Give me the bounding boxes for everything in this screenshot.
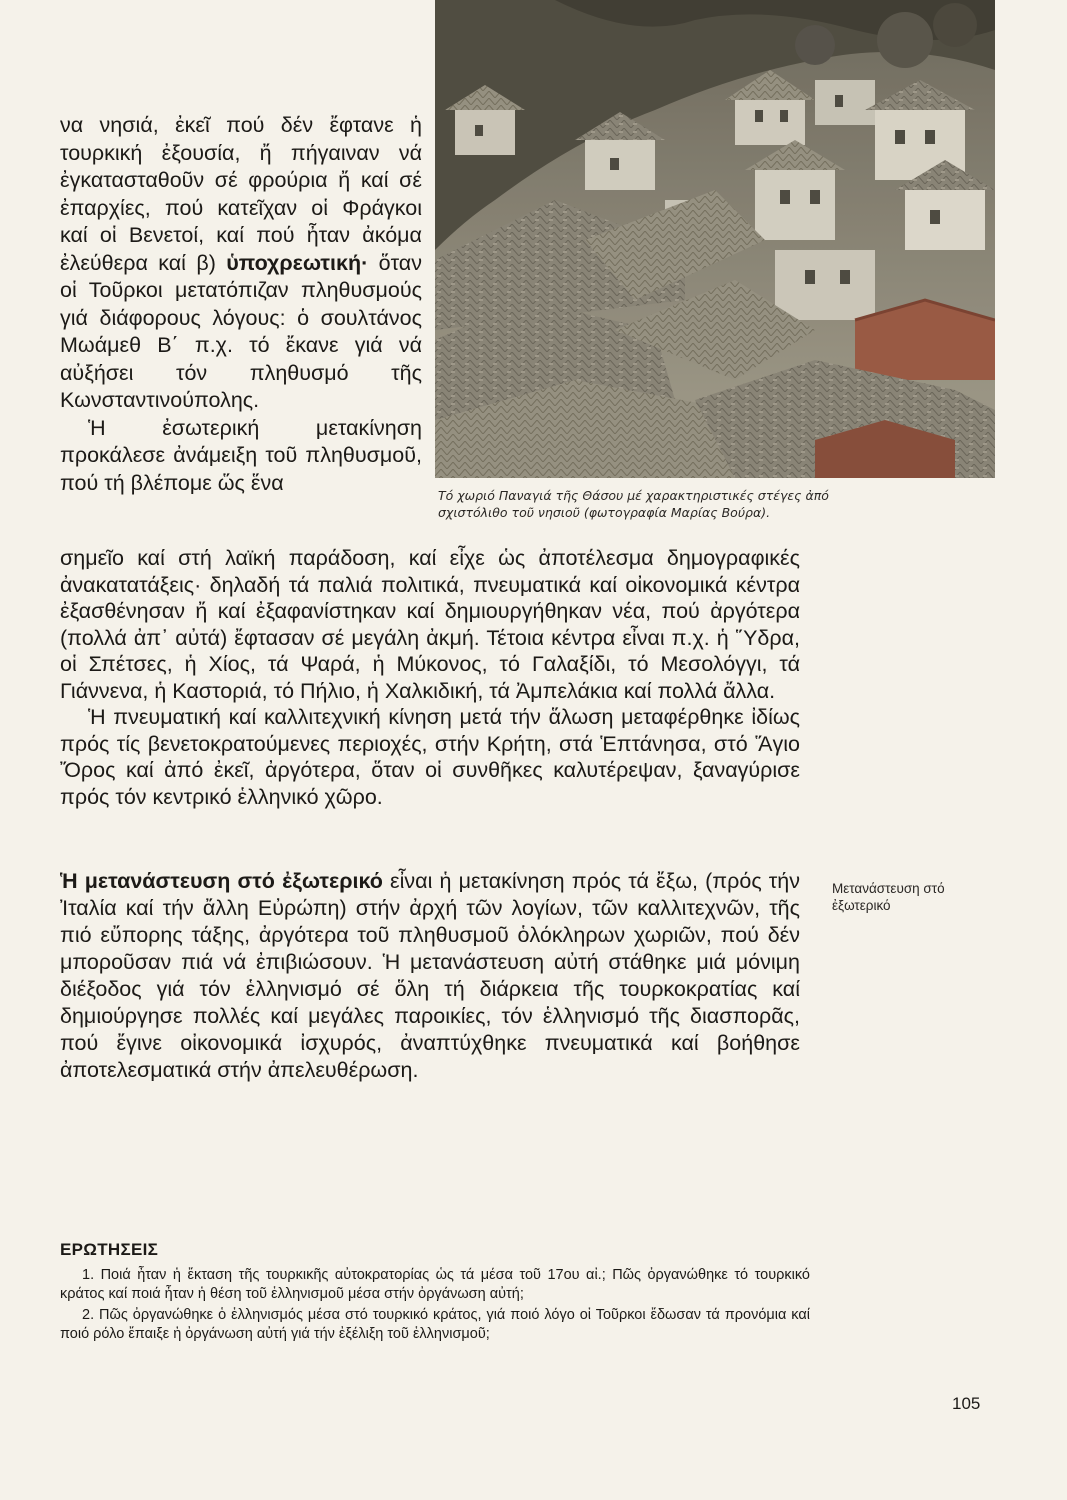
paragraph-continuation: σημεῖο καί στή λαϊκή παράδοση, καί εἶχε ὡς ἀποτέλεσμα δημογραφικές ἀνακατατάξεις· δηλαδή τά παλιά πολιτικά, πνευματικά καί οἰκονομικά κέντρα ἐξασθένησαν ἤ καί ἐξαφανίστηκαν καί δημιουργήθηκαν νέα, πού ἀργότερα (πολλά ἀπ᾽ αὐτά) ἔφτασαν σέ μεγάλη ἀκμή. Τέτοια κέντρα εἶναι π.χ. ἡ Ὕδρα, οἱ Σπέτσες, ἡ Χίος, τά Ψαρά, ἡ Μύκονος, τό Γαλαξίδι, τό Μεσολόγγι, τά Γιάννενα, ἡ Καστοριά, τό Πήλιο, ἡ Χαλκιδική, τά Ἀμπελάκια καί πολλά ἄλλα.: [60, 546, 800, 703]
question-item: 1. Ποιά ἦταν ἡ ἔκταση τῆς τουρκικῆς αὐτοκρατορίας ὡς τά μέσα τοῦ 17ου αἰ.; Πῶς ὀργανώθηκε τό τουρκικό κράτος καί ποιά ἦταν ἡ θέση τοῦ ἑλληνισμοῦ μέσα στήν ὀργάνωση αὐτή;: [60, 1267, 810, 1302]
village-rooftops-photo: [435, 0, 995, 478]
questions-heading: ΕΡΩΤΗΣΕΙΣ: [60, 1240, 159, 1259]
bold-term-compulsory: ὑποχρεωτική·: [226, 250, 369, 275]
questions-list: [60, 1266, 810, 1346]
paragraph-migration-types: [60, 112, 422, 415]
main-body-text: [60, 545, 800, 810]
paragraph-internal-movement: Ἡ ἐσωτερική μετακίνηση προκάλεσε ἀνάμειξη τοῦ πληθυσμοῦ, πού τή βλέπομε ὥς ἕνα: [60, 415, 422, 495]
photo-illustration: [435, 0, 995, 478]
margin-note: Μετανάστευση στό ἐξωτερικό: [832, 881, 945, 913]
left-column-text: [60, 112, 422, 497]
paragraph-text: εἶναι ἡ μετακίνηση πρός τά ἔξω, (πρός τήν Ἰταλία καί τήν ἄλλη Εὐρώπη) στήν ἀρχή τῶν λογίων, τῶν καλλιτεχνῶν, τῆς πιό εὔπορης τάξης, ἀργότερα τοῦ πληθυσμοῦ ὁλόκληρων χωριῶν, πού δέν μποροῦσαν πιά νά ἐπιβιώσουν. Ἡ μετανάστευση αὐτή στάθηκε μιά μόνιμη διέξοδος γιά τόν ἑλληνισμό σέ ὅλη τή διάρκεια τῆς τουρκοκρατίας καί δημιούργησε πολλές καί μεγάλες παροικίες, τόν ἑλληνισμό τῆς διασπορᾶς, πού ἔγινε οἰκονομικά ἰσχυρός, ἀναπτύχθηκε πνευματικά καί βοήθησε ἀποτελεσματικά στήν ἀπελευθέρωση.: [60, 869, 801, 1082]
photo-caption: Τό χωριό Παναγιά τῆς Θάσου μέ χαρακτηριστικές στέγες ἀπό σχιστόλιθο τοῦ νησιοῦ (φωτογραφία Μαρίας Βούρα).: [438, 488, 829, 520]
question-item: 2. Πῶς ὀργανώθηκε ὁ ἑλληνισμός μέσα στό τουρκικό κράτος, γιά ποιό λόγο οἱ Τοῦρκοι ἔδωσαν τά προνόμια καί ποιό ρόλο ἔπαιξε ἡ ὀργάνωση αὐτή γιά τήν ἐξέλιξη τοῦ ἑλληνισμοῦ;: [60, 1307, 810, 1342]
page-number: 105: [952, 1394, 981, 1413]
paragraph-emigration: [60, 868, 800, 1084]
paragraph-text: να νησιά, ἐκεῖ πού δέν ἔφτανε ἡ τουρκική ἐξουσία, ἤ πήγαιναν νά ἐγκατασταθοῦν σέ φρούρια ἤ καί σέ ἐπαρχίες, πού κατεῖχαν οἱ Φράγκοι καί οἱ Βενετοί, καί πού ἦταν ἀκόμα ἐλεύθερα καί β): [60, 113, 422, 275]
paragraph-cultural-movement: Ἡ πνευματική καί καλλιτεχνική κίνηση μετά τήν ἅλωση μεταφέρθηκε ἰδίως πρός τίς βενετοκρατούμενες περιοχές, στήν Κρήτη, στά Ἑπτάνησα, στό Ἅγιο Ὄρος καί ἀπό ἐκεῖ, ἀργότερα, ὅταν οἱ συνθῆκες καλυτέρεψαν, ξαναγύρισε πρός τόν κεντρικό ἑλληνικό χῶρο.: [60, 705, 800, 809]
paragraph-text: ὅταν οἱ Τοῦρκοι μετατόπιζαν πληθυσμούς γιά διάφορους λόγους: ὁ σουλτάνος Μωάμεθ Β΄ π.χ. τό ἔκανε γιά νά αὐξήσει τόν πληθυσμό τῆς Κωνσταντινούπολης.: [60, 250, 422, 412]
bold-term-emigration: Ἡ μετανάστευση στό ἐξωτερικό: [60, 869, 383, 893]
